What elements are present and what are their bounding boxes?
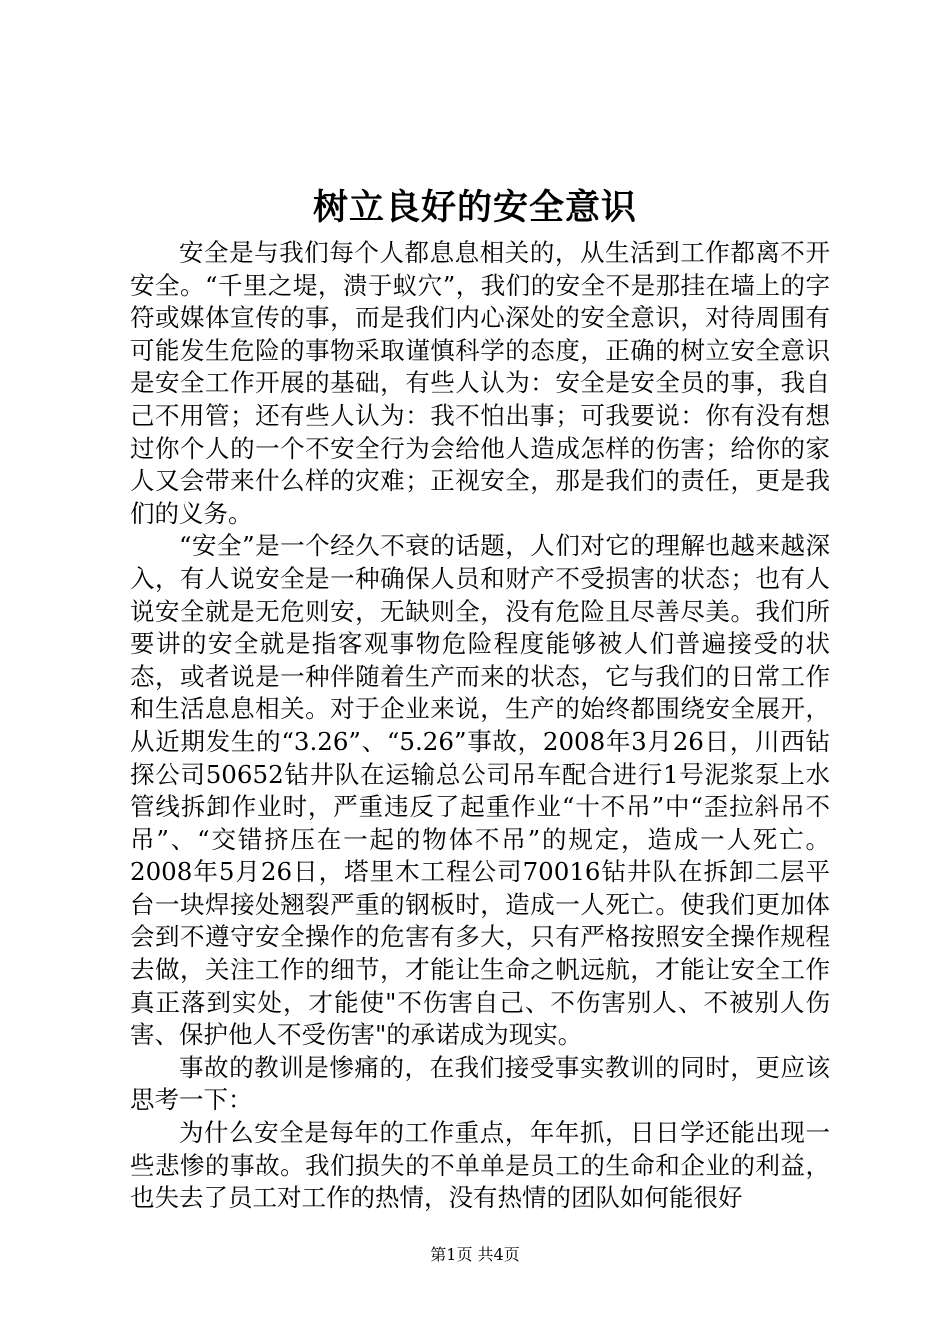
document-title: 树立良好的安全意识 <box>312 187 637 228</box>
document-body <box>130 237 830 1215</box>
page-footer: 第1页 共4页 <box>430 1245 520 1264</box>
paragraph: 安全是与我们每个人都息息相关的，从生活到工作都离不开安全。“千里之堤，溃于蚁穴”，我们的安全不是那挂在墙上的字符或媒体宣传的事，而是我们内心深处的安全意识，对待周围有可能发生危险的事物采取谨慎科学的态度，正确的树立安全意识是安全工作开展的基础，有些人认为：安全是安全员的事，我自己不用管；还有些人认为：我不怕出事；可我要说：你有没有想过你个人的一个不安全行为会给他人造成怎样的伤害；给你的家人又会带来什么样的灾难；正视安全，那是我们的责任，更是我们的义务。 <box>130 238 830 528</box>
paragraph: “安全”是一个经久不衰的话题，人们对它的理解也越来越深入，有人说安全是一种确保人员和财产不受损害的状态；也有人说安全就是无危则安，无缺则全，没有危险且尽善尽美。我们所要讲的安全就是指客观事物危险程度能够被人们普遍接受的状态，或者说是一种伴随着生产而来的状态，它与我们的日常工作和生活息息相关。对于企业来说，生产的始终都围绕安全展开，从近期发生的“3.26”、“5.26”事故，2008年3月26日，川西钻探公司50652钻井队在运输总公司吊车配合进行1号泥浆泵上水管线拆卸作业时，严重违反了起重作业“十不吊”中“歪拉斜吊不吊”、“交错挤压在一起的物体不吊”的规定，造成一人死亡。2008年5月26日，塔里木工程公司70016钻井队在拆卸二层平台一块焊接处翘裂严重的钢板时，造成一人死亡。使我们更加体会到不遵守安全操作的危害有多大，只有严格按照安全操作规程去做，关注工作的细节，才能让生命之帆远航，才能让安全工作真正落到实处，才能使"不伤害自己、不伤害别人、不被别人伤害、保护他人不受伤害"的承诺成为现实。 <box>130 531 830 1050</box>
paragraph: 事故的教训是惨痛的，在我们接受事实教训的同时，更应该思考一下： <box>130 1052 830 1115</box>
paragraph: 为什么安全是每年的工作重点，年年抓，日日学还能出现一些悲惨的事故。我们损失的不单单是员工的生命和企业的利益，也失去了员工对工作的热情，没有热情的团队如何能很好 <box>130 1118 830 1213</box>
